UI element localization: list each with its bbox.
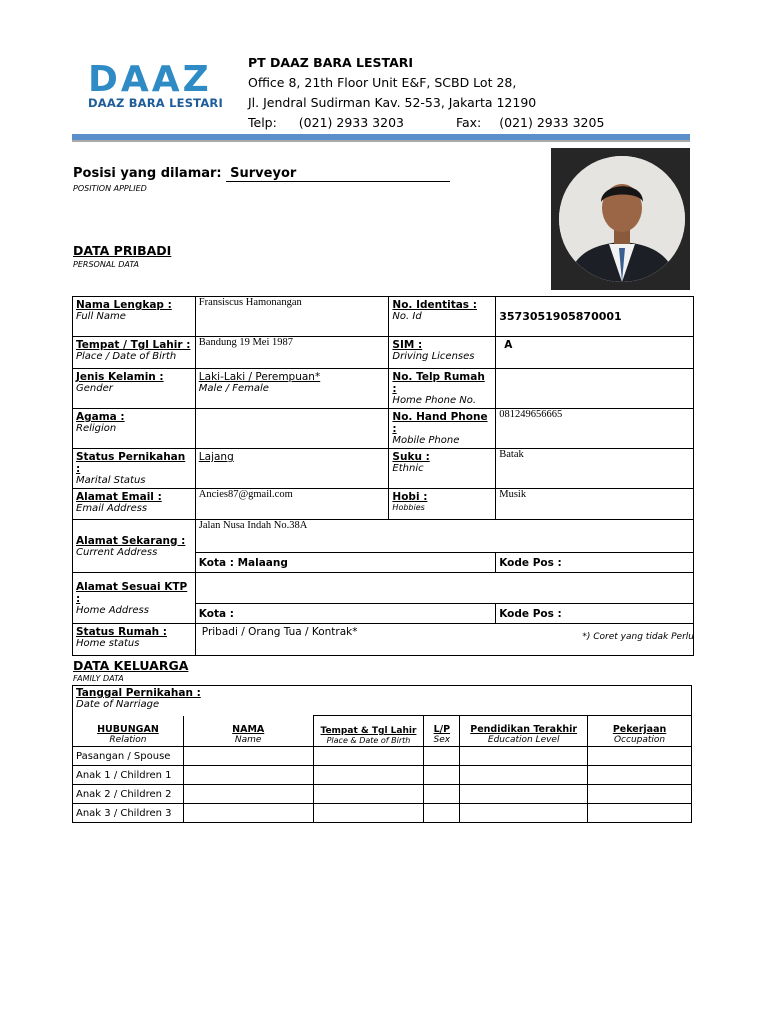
- mobile-label: No. Hand Phone :: [392, 411, 488, 435]
- company-logo-subtitle: DAAZ BARA LESTARI: [88, 96, 223, 110]
- fax-value: (021) 2933 3205: [499, 115, 605, 130]
- position-sub: POSITION APPLIED: [73, 184, 147, 193]
- relation-cell: Anak 3 / Children 3: [73, 804, 184, 823]
- sim-sub: Driving Licenses: [392, 351, 475, 362]
- col-education-sub: Education Level: [487, 735, 560, 745]
- marital-value[interactable]: Lajang: [195, 449, 389, 489]
- name-value[interactable]: Fransiscus Hamonangan: [195, 297, 389, 337]
- family-name-cell[interactable]: [183, 785, 313, 804]
- email-label-cell: [73, 489, 196, 520]
- marriage-date-sub: Date of Narriage: [76, 699, 160, 710]
- email-label: Alamat Email :: [76, 491, 162, 503]
- telp-value: (021) 2933 3203: [298, 115, 404, 130]
- email-value[interactable]: Ancies87@gmail.com: [195, 489, 389, 520]
- postal-current[interactable]: Kode Pos :: [496, 553, 694, 573]
- col-name-label: NAMA: [232, 724, 265, 735]
- address-label: Alamat Sekarang :: [76, 534, 186, 547]
- hobby-value[interactable]: Musik: [496, 489, 694, 520]
- col-name: [183, 716, 313, 747]
- sim-value[interactable]: A: [496, 337, 694, 369]
- family-sex-cell[interactable]: [424, 785, 460, 804]
- housing-label: Status Rumah :: [76, 626, 167, 638]
- fax-label: Fax:: [455, 115, 482, 130]
- id-value[interactable]: 3573051905870001: [496, 297, 694, 337]
- table-row: [73, 573, 694, 604]
- family-occupation-cell[interactable]: [588, 785, 692, 804]
- ktp-address-label-cell: [73, 573, 196, 624]
- family-birth-cell[interactable]: [313, 766, 424, 785]
- table-row: [73, 369, 694, 409]
- name-label: Nama Lengkap :: [76, 299, 172, 311]
- col-education-label: Pendidikan Terakhir: [470, 724, 578, 735]
- table-row: [73, 686, 692, 716]
- id-label-cell: [389, 297, 496, 337]
- hobby-label: Hobi :: [392, 491, 428, 503]
- table-row: [73, 409, 694, 449]
- hobby-sub: Hobbies: [392, 503, 425, 512]
- hobby-label-cell: [389, 489, 496, 520]
- table-row: [73, 766, 692, 785]
- family-occupation-cell[interactable]: [588, 804, 692, 823]
- col-relation-sub: Relation: [109, 735, 147, 745]
- col-birth: [313, 716, 424, 747]
- table-row: [73, 489, 694, 520]
- city-ktp[interactable]: Kota :: [195, 604, 495, 624]
- home-phone-label: No. Telp Rumah :: [392, 371, 485, 395]
- gender-value: Laki-Laki / Perempuan*: [198, 371, 321, 383]
- header-divider-shadow: [72, 140, 690, 142]
- name-label-cell: [73, 297, 196, 337]
- mobile-label-cell: [389, 409, 496, 449]
- col-birth-sub: Place & Date of Birth: [326, 736, 411, 745]
- col-sex-label: L/P: [433, 724, 451, 735]
- position-label: Posisi yang dilamar:: [73, 166, 222, 181]
- table-row: [73, 337, 694, 369]
- family-sex-cell[interactable]: [424, 747, 460, 766]
- company-address-2: Jl. Jendral Sudirman Kav. 52-53, Jakarta 12190: [248, 95, 537, 110]
- mobile-value[interactable]: 081249656665: [496, 409, 694, 449]
- company-address-1: Office 8, 21th Floor Unit E&F, SCBD Lot 28,: [248, 75, 517, 90]
- postal-ktp[interactable]: Kode Pos :: [496, 604, 694, 624]
- family-name-cell[interactable]: [183, 804, 313, 823]
- address-label-cell: [73, 520, 196, 573]
- company-contact: [248, 113, 604, 133]
- housing-sub: Home status: [76, 638, 140, 649]
- marital-label-cell: [73, 449, 196, 489]
- family-education-cell[interactable]: [460, 785, 588, 804]
- address-value[interactable]: Jalan Nusa Indah No.38A: [195, 520, 693, 553]
- sim-label-cell: [389, 337, 496, 369]
- position-value[interactable]: Surveyor: [226, 166, 450, 182]
- col-relation-label: HUBUNGAN: [97, 724, 159, 735]
- gender-sub: Gender: [76, 383, 113, 394]
- home-phone-label-cell: [389, 369, 496, 409]
- ethnic-value[interactable]: Batak: [496, 449, 694, 489]
- gender-cell[interactable]: [195, 369, 389, 409]
- family-birth-cell[interactable]: [313, 804, 424, 823]
- personal-data-sub: PERSONAL DATA: [73, 260, 139, 269]
- person-portrait-icon: [559, 156, 685, 282]
- religion-sub: Religion: [76, 423, 117, 434]
- religion-label-cell: [73, 409, 196, 449]
- marital-label: Status Pernikahan :: [76, 451, 186, 475]
- col-sex-sub: Sex: [433, 735, 451, 745]
- birth-label: Tempat / Tgl Lahir :: [76, 339, 191, 351]
- birth-label-cell: [73, 337, 196, 369]
- table-row: [73, 747, 692, 766]
- marriage-date-cell[interactable]: [73, 686, 692, 716]
- strike-note: *) Coret yang tidak Perlu: [582, 632, 694, 642]
- table-row: [73, 297, 694, 337]
- ethnic-label: Suku :: [392, 451, 430, 463]
- col-occupation-sub: Occupation: [613, 735, 666, 745]
- col-name-sub: Name: [234, 735, 262, 745]
- family-occupation-cell[interactable]: [588, 766, 692, 785]
- gender-label: Jenis Kelamin :: [76, 371, 164, 383]
- family-education-cell[interactable]: [460, 747, 588, 766]
- city-current[interactable]: Kota : Malaang: [195, 553, 495, 573]
- telp-label: Telp:: [248, 115, 277, 130]
- table-row: [73, 785, 692, 804]
- relation-cell: Pasangan / Spouse: [73, 747, 184, 766]
- relation-cell: Anak 2 / Children 2: [73, 785, 184, 804]
- family-data-title: DATA KELUARGA: [73, 658, 189, 673]
- ktp-address-sub: Home Address: [76, 604, 149, 616]
- gender-label-cell: [73, 369, 196, 409]
- table-row: [73, 804, 692, 823]
- company-name: PT DAAZ BARA LESTARI: [248, 55, 414, 70]
- address-sub: Current Address: [76, 546, 158, 558]
- family-sex-cell[interactable]: [424, 804, 460, 823]
- mobile-sub: Mobile Phone: [392, 435, 460, 446]
- name-sub: Full Name: [76, 311, 126, 322]
- photo-circle: [559, 156, 685, 282]
- family-occupation-cell[interactable]: [588, 747, 692, 766]
- personal-data-title: DATA PRIBADI: [73, 243, 172, 258]
- col-relation: [73, 716, 184, 747]
- table-row: [73, 449, 694, 489]
- family-birth-cell[interactable]: [313, 785, 424, 804]
- marriage-date-label: Tanggal Pernikahan :: [76, 687, 201, 699]
- col-sex: [424, 716, 460, 747]
- birth-value[interactable]: Bandung 19 Mei 1987: [195, 337, 389, 369]
- religion-label: Agama :: [76, 411, 125, 423]
- id-label: No. Identitas :: [392, 299, 477, 311]
- company-info: [248, 53, 604, 133]
- family-header-row: [73, 716, 692, 747]
- home-phone-value[interactable]: [496, 369, 694, 409]
- family-name-cell[interactable]: [183, 766, 313, 785]
- housing-value[interactable]: Pribadi / Orang Tua / Kontrak*: [195, 624, 693, 656]
- marital-sub: Marital Status: [76, 475, 146, 486]
- ktp-address-label: Alamat Sesuai KTP :: [76, 580, 188, 605]
- col-occupation-label: Pekerjaan: [612, 724, 667, 735]
- sim-label: SIM :: [392, 339, 423, 351]
- ethnic-sub: Ethnic: [392, 463, 424, 474]
- email-sub: Email Address: [76, 503, 148, 514]
- relation-cell: Anak 1 / Children 1: [73, 766, 184, 785]
- col-education: [460, 716, 588, 747]
- birth-sub: Place / Date of Birth: [76, 351, 177, 362]
- family-birth-cell[interactable]: [313, 747, 424, 766]
- family-education-cell[interactable]: [460, 766, 588, 785]
- family-education-cell[interactable]: [460, 804, 588, 823]
- home-phone-sub: Home Phone No.: [392, 395, 477, 406]
- ethnic-label-cell: [389, 449, 496, 489]
- applicant-photo: [551, 148, 690, 290]
- col-birth-label: Tempat & Tgl Lahir: [320, 726, 417, 736]
- religion-value[interactable]: [195, 409, 389, 449]
- personal-data-table: [72, 296, 694, 656]
- id-sub: No. Id: [392, 311, 422, 322]
- family-data-sub: FAMILY DATA: [73, 674, 124, 683]
- company-logo: DAAZ: [88, 59, 212, 100]
- family-sex-cell[interactable]: [424, 766, 460, 785]
- table-row: [73, 520, 694, 553]
- housing-label-cell: [73, 624, 196, 656]
- col-occupation: [588, 716, 692, 747]
- family-data-table: [72, 685, 692, 823]
- gender-en: Male / Female: [198, 383, 269, 394]
- ktp-address-value[interactable]: [195, 573, 693, 604]
- position-applied: [73, 166, 450, 182]
- family-name-cell[interactable]: [183, 747, 313, 766]
